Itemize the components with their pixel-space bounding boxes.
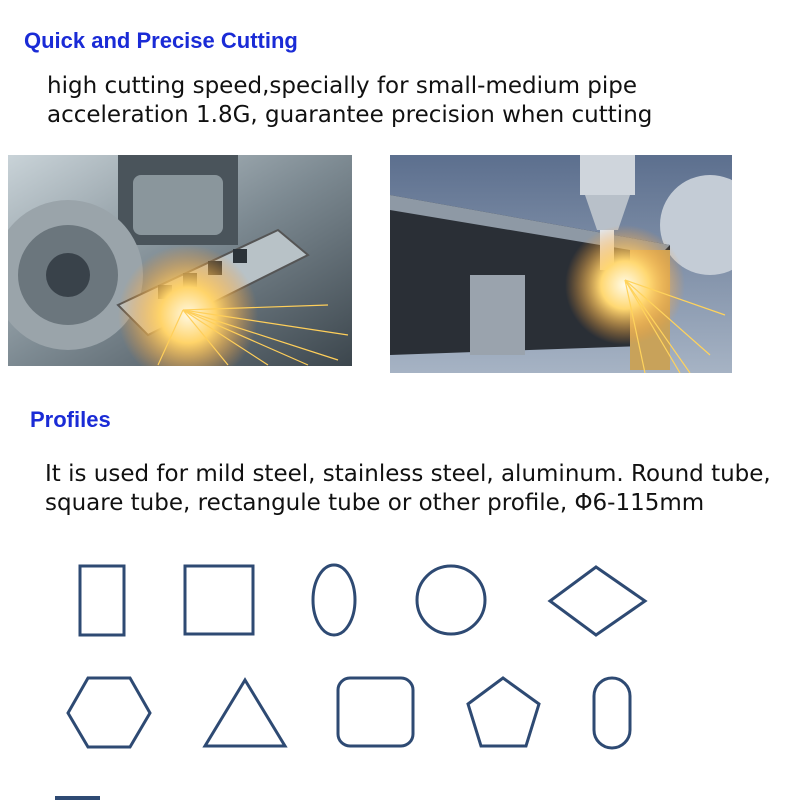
triangle-icon — [205, 680, 285, 746]
pentagon-icon — [468, 678, 539, 746]
hexagon-icon — [68, 678, 150, 747]
laser-cutting-photo-square-tube — [390, 155, 732, 373]
cutting-description — [47, 72, 652, 130]
diamond-icon — [550, 567, 645, 635]
profiles-description — [45, 460, 771, 518]
section-title-profiles: Profiles — [30, 407, 111, 432]
ellipse-icon — [313, 565, 355, 635]
capsule-icon — [594, 678, 630, 748]
profiles-description-line: It is used for mild steel, stainless steel, aluminum. Round tube, — [45, 461, 771, 487]
profile-shapes — [0, 540, 800, 805]
circle-icon — [417, 566, 485, 634]
section-title-cutting: Quick and Precise Cutting — [24, 28, 298, 53]
rectangle-icon — [80, 566, 124, 635]
rounded-square-icon — [338, 678, 413, 746]
cutting-description-line: high cutting speed,specially for small-medium pipe — [47, 73, 638, 99]
cutting-description-line: acceleration 1.8G, guarantee precision when cutting — [47, 102, 653, 128]
square-icon — [185, 566, 253, 634]
partial-shape-icon — [55, 796, 100, 800]
profiles-description-line: square tube, rectangule tube or other profile, Φ6-115mm — [45, 490, 705, 516]
laser-cutting-photo-pipe — [8, 155, 352, 366]
